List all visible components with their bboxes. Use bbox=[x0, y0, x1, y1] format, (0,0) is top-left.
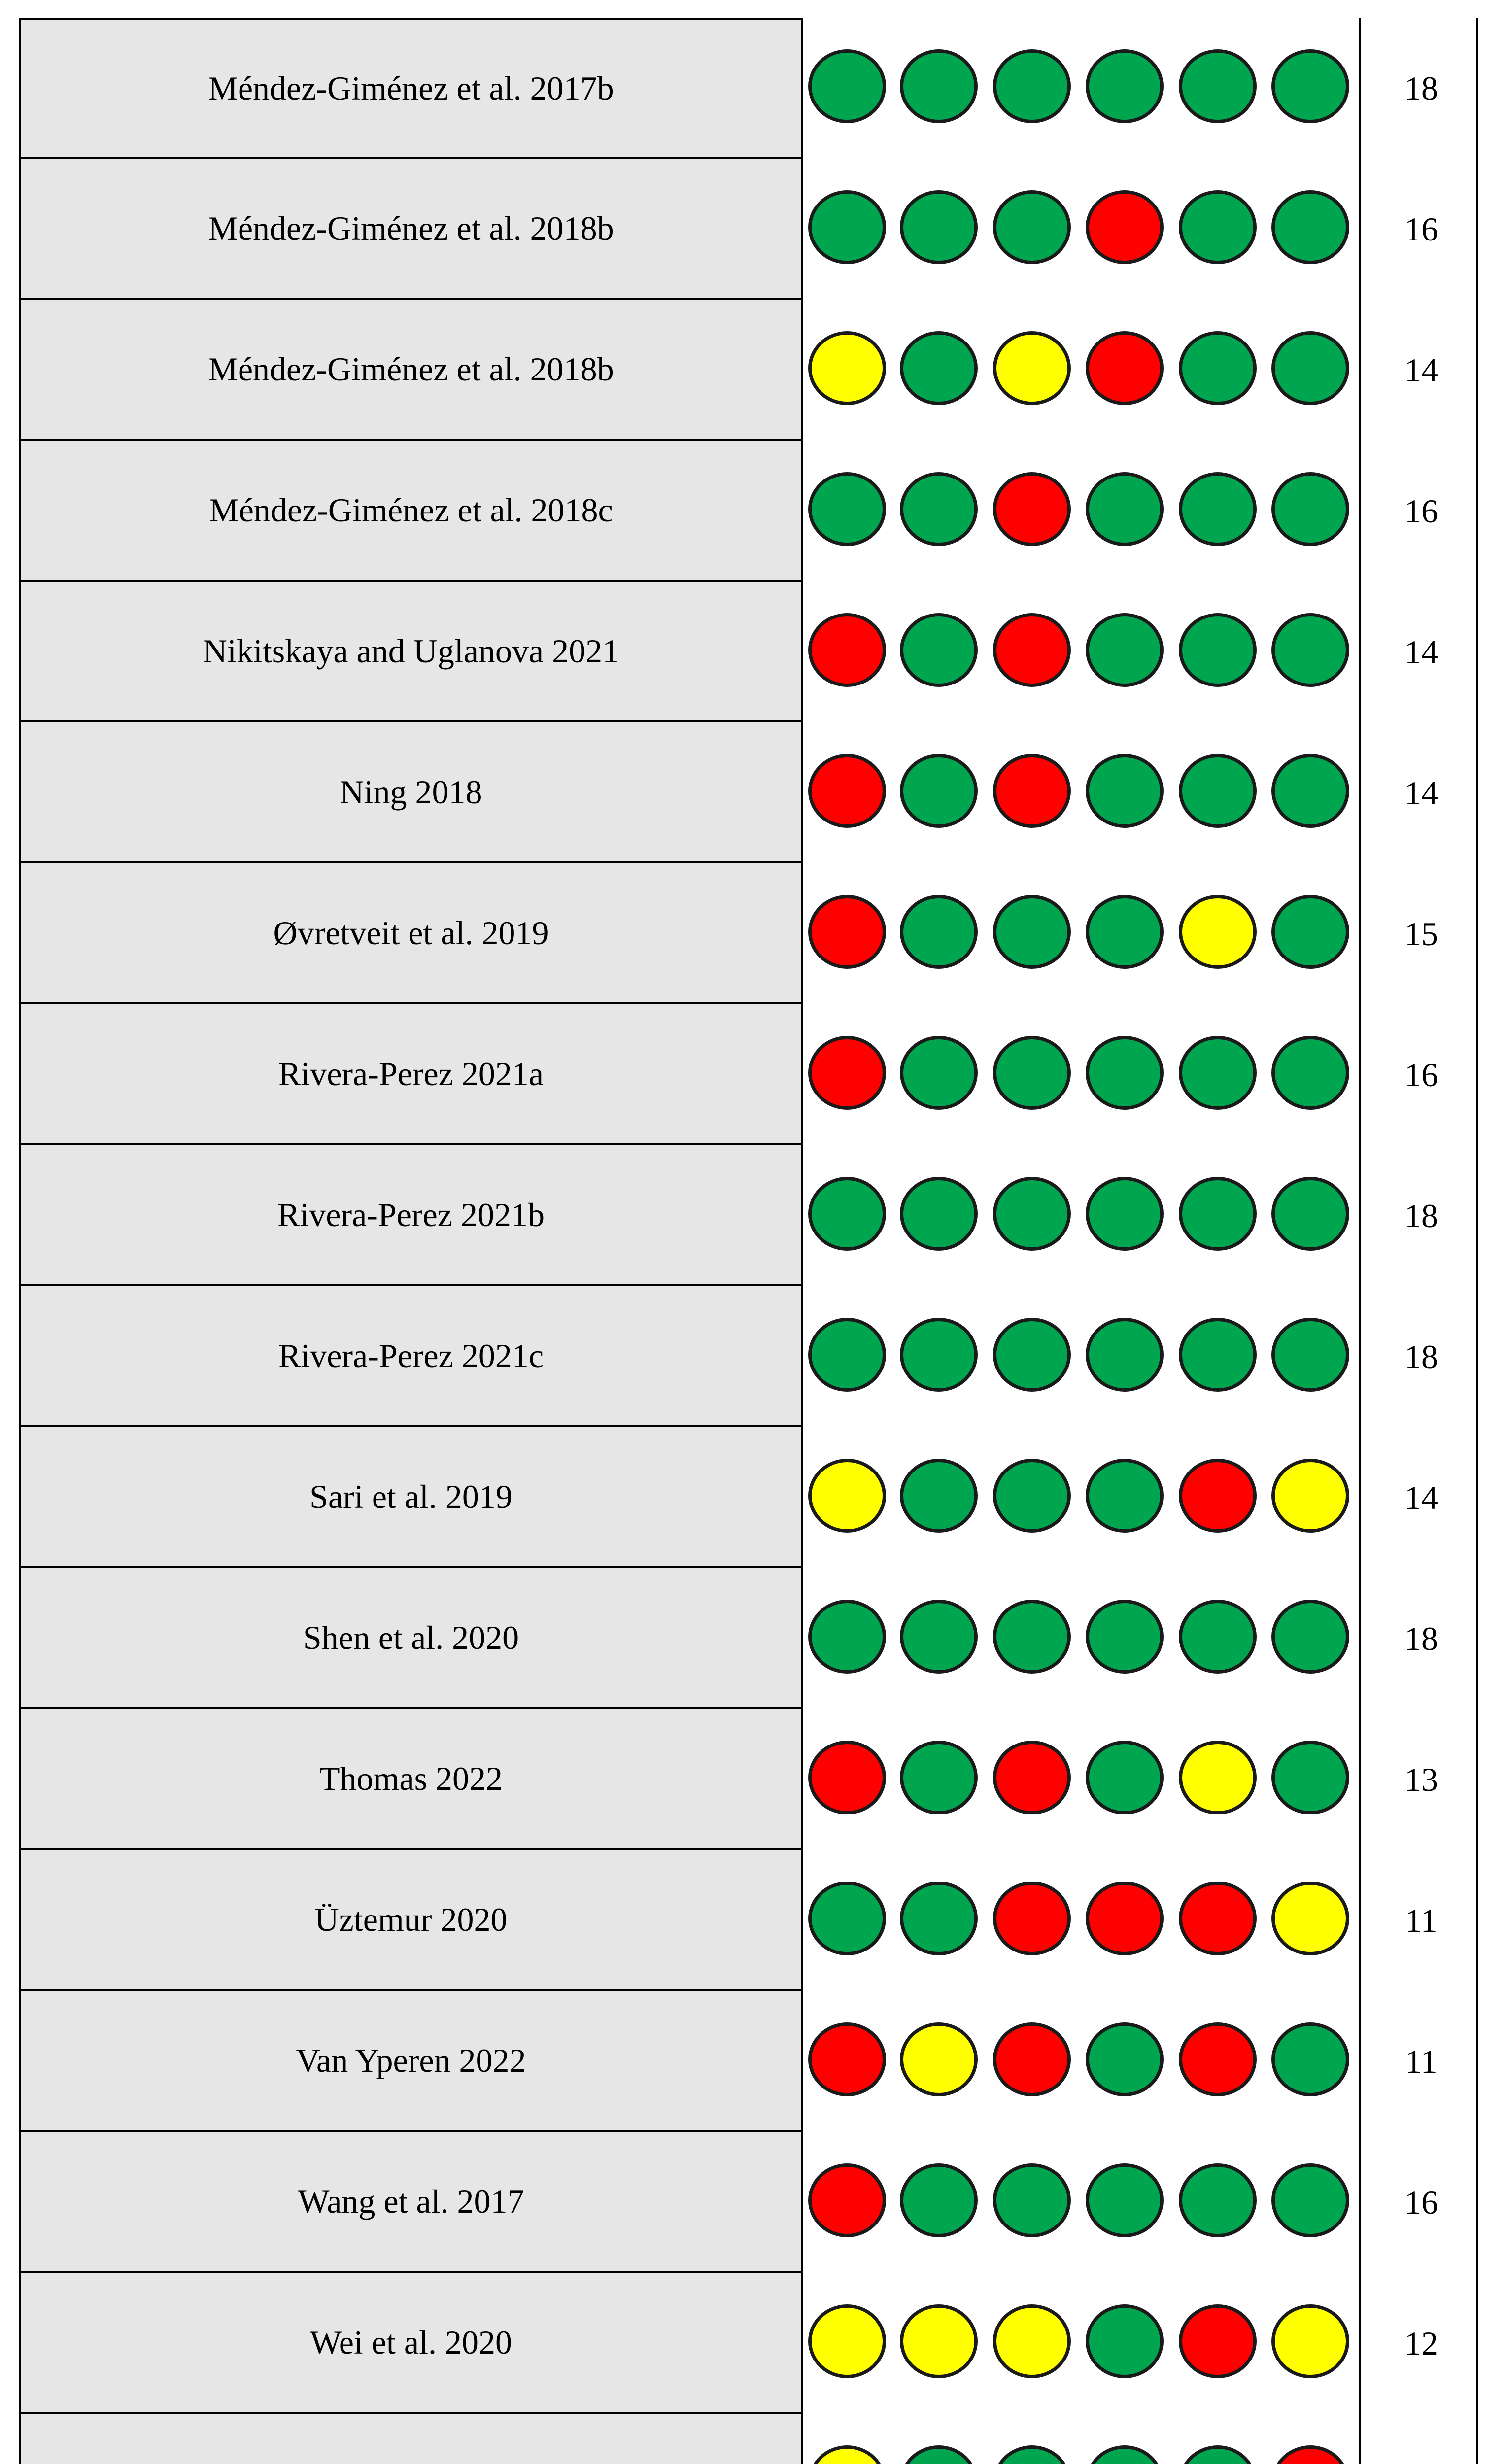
rating-dots bbox=[808, 441, 1355, 582]
table-row bbox=[0, 159, 1506, 300]
score-value: 11 bbox=[1405, 2042, 1438, 2080]
rating-dot-green bbox=[1271, 2022, 1349, 2096]
rating-dot-green bbox=[1271, 1036, 1349, 1110]
rating-dot-green bbox=[993, 1036, 1071, 1110]
table-row bbox=[0, 1850, 1506, 1991]
study-label: Rivera-Perez 2021c bbox=[278, 1336, 544, 1374]
rating-dots bbox=[808, 1991, 1355, 2132]
rating-dots bbox=[808, 863, 1355, 1004]
study-label: Nikitskaya and Uglanova 2021 bbox=[203, 632, 619, 670]
study-label: Méndez-Giménez et al. 2017b bbox=[208, 69, 614, 107]
rating-dots bbox=[808, 582, 1355, 722]
table-row bbox=[0, 1286, 1506, 1427]
rating-dot-green bbox=[900, 1600, 978, 1674]
rating-dot-red bbox=[1271, 2445, 1349, 2464]
rating-dot-yellow bbox=[1179, 1741, 1257, 1814]
rating-dot-green bbox=[1271, 1600, 1349, 1674]
score-value: 16 bbox=[1404, 492, 1438, 530]
rating-dots bbox=[808, 2273, 1355, 2414]
rating-dot-green bbox=[1086, 2445, 1164, 2464]
table-row bbox=[0, 1004, 1506, 1145]
study-name-cell bbox=[19, 863, 803, 1004]
rating-dot-green bbox=[1086, 1600, 1164, 1674]
study-name-cell bbox=[19, 441, 803, 582]
rating-dot-red bbox=[993, 472, 1071, 546]
rating-dot-red bbox=[808, 1036, 886, 1110]
rating-dots bbox=[808, 722, 1355, 863]
study-label: Wang et al. 2017 bbox=[298, 2182, 524, 2220]
rating-dot-red bbox=[808, 2163, 886, 2237]
score-value: 14 bbox=[1404, 1478, 1438, 1516]
rating-dot-green bbox=[1271, 190, 1349, 264]
rating-dot-green bbox=[900, 1036, 978, 1110]
rating-dot-green bbox=[808, 1318, 886, 1392]
study-label: Shen et al. 2020 bbox=[303, 1618, 519, 1656]
score-value: 18 bbox=[1404, 1619, 1438, 1657]
rating-dot-green bbox=[993, 2163, 1071, 2237]
rating-dot-green bbox=[1271, 1318, 1349, 1392]
score-value: 15 bbox=[1404, 915, 1438, 953]
rating-dot-green bbox=[1086, 754, 1164, 828]
rating-dots bbox=[808, 2414, 1355, 2464]
study-label: Sari et al. 2019 bbox=[309, 1477, 513, 1515]
rating-dots bbox=[808, 1427, 1355, 1568]
rating-dot-green bbox=[1271, 1177, 1349, 1251]
rating-dot-green bbox=[1271, 613, 1349, 687]
rating-dot-green bbox=[1179, 190, 1257, 264]
rating-dot-green bbox=[1179, 331, 1257, 405]
score-value: 16 bbox=[1404, 2183, 1438, 2221]
rating-dot-red bbox=[808, 895, 886, 969]
rating-dots bbox=[808, 1709, 1355, 1850]
rating-dot-green bbox=[993, 49, 1071, 123]
rating-dot-red bbox=[1179, 1459, 1257, 1533]
rating-dot-red bbox=[808, 754, 886, 828]
rating-dot-red bbox=[808, 613, 886, 687]
rating-dot-green bbox=[900, 1177, 978, 1251]
study-name-cell bbox=[19, 1286, 803, 1427]
table-row bbox=[0, 18, 1506, 159]
rating-dot-red bbox=[1179, 2022, 1257, 2096]
rating-dot-yellow bbox=[1271, 2304, 1349, 2378]
rating-dot-green bbox=[900, 1318, 978, 1392]
rating-dot-green bbox=[1271, 754, 1349, 828]
table-row bbox=[0, 300, 1506, 441]
rating-dot-green bbox=[1271, 1741, 1349, 1814]
rating-dot-green bbox=[808, 1600, 886, 1674]
table-row bbox=[0, 2414, 1506, 2464]
rating-dot-green bbox=[1086, 1177, 1164, 1251]
study-label: Üztemur 2020 bbox=[314, 1900, 508, 1938]
study-name-cell bbox=[19, 1850, 803, 1991]
rating-dot-green bbox=[1086, 2022, 1164, 2096]
rating-dots bbox=[808, 1004, 1355, 1145]
rating-dot-red bbox=[993, 613, 1071, 687]
score-value: 11 bbox=[1405, 1901, 1438, 1939]
rating-dot-green bbox=[1271, 49, 1349, 123]
rating-dot-green bbox=[900, 895, 978, 969]
rating-dot-green bbox=[1086, 613, 1164, 687]
rating-dot-green bbox=[808, 472, 886, 546]
table-row bbox=[0, 1568, 1506, 1709]
table-row bbox=[0, 582, 1506, 722]
rating-dot-green bbox=[808, 1177, 886, 1251]
rating-dot-green bbox=[1086, 472, 1164, 546]
score-value: 16 bbox=[1404, 210, 1438, 248]
rating-dot-green bbox=[993, 1459, 1071, 1533]
rating-dot-green bbox=[1086, 1459, 1164, 1533]
rating-dot-red bbox=[808, 1741, 886, 1814]
study-name-cell bbox=[19, 300, 803, 441]
study-name-cell bbox=[19, 582, 803, 722]
table-row bbox=[0, 1427, 1506, 1568]
rating-dot-green bbox=[1086, 1741, 1164, 1814]
study-label: Méndez-Giménez et al. 2018c bbox=[209, 491, 613, 529]
score-value: 16 bbox=[1404, 1056, 1438, 1094]
rating-dot-green bbox=[1271, 331, 1349, 405]
study-label: Méndez-Giménez et al. 2018b bbox=[208, 209, 614, 247]
study-label: Rivera-Perez 2021b bbox=[277, 1196, 545, 1233]
table-row bbox=[0, 441, 1506, 582]
score-value: 12 bbox=[1404, 2324, 1438, 2362]
rating-dot-green bbox=[1086, 2304, 1164, 2378]
rating-dot-green bbox=[1086, 1318, 1164, 1392]
rating-dot-green bbox=[808, 49, 886, 123]
score-value: 14 bbox=[1404, 351, 1438, 389]
rating-dot-green bbox=[993, 1177, 1071, 1251]
rating-dot-yellow bbox=[900, 2304, 978, 2378]
rating-dot-red bbox=[1086, 331, 1164, 405]
score-column-left-divider bbox=[1359, 18, 1361, 2464]
rating-dot-red bbox=[1179, 2304, 1257, 2378]
score-value: 18 bbox=[1404, 1337, 1438, 1375]
rating-dot-yellow bbox=[1179, 895, 1257, 969]
rating-dot-green bbox=[1179, 49, 1257, 123]
study-name-cell bbox=[19, 1991, 803, 2132]
rating-dot-yellow bbox=[993, 2304, 1071, 2378]
study-name-cell bbox=[19, 2273, 803, 2414]
rating-dot-red bbox=[993, 1741, 1071, 1814]
study-label: Méndez-Giménez et al. 2018b bbox=[208, 350, 614, 388]
rating-dot-green bbox=[900, 472, 978, 546]
rating-dot-green bbox=[1271, 2163, 1349, 2237]
study-label: Rivera-Perez 2021a bbox=[278, 1055, 544, 1093]
rating-dots bbox=[808, 1568, 1355, 1709]
rating-dot-green bbox=[1179, 1177, 1257, 1251]
study-name-cell bbox=[19, 159, 803, 300]
rating-dot-green bbox=[900, 49, 978, 123]
study-name-cell bbox=[19, 2132, 803, 2273]
table-row bbox=[0, 2273, 1506, 2414]
score-value bbox=[1364, 2414, 1478, 2464]
rating-dots bbox=[808, 18, 1355, 159]
study-label: Thomas 2022 bbox=[319, 1759, 503, 1797]
rating-dot-green bbox=[808, 190, 886, 264]
rating-dot-green bbox=[808, 1882, 886, 1955]
rating-dot-green bbox=[993, 1600, 1071, 1674]
rating-dot-red bbox=[1086, 190, 1164, 264]
score-value: 13 bbox=[1404, 1760, 1438, 1798]
rating-dots bbox=[808, 1286, 1355, 1427]
rating-dot-yellow bbox=[1271, 1882, 1349, 1955]
rating-dot-green bbox=[900, 1882, 978, 1955]
rating-dot-green bbox=[1179, 1318, 1257, 1392]
rating-dot-green bbox=[993, 895, 1071, 969]
rating-dots bbox=[808, 300, 1355, 441]
study-label: Wei et al. 2020 bbox=[310, 2323, 512, 2361]
table-row bbox=[0, 863, 1506, 1004]
study-name-cell bbox=[19, 1568, 803, 1709]
rating-dots bbox=[808, 1145, 1355, 1286]
rating-dot-red bbox=[1179, 1882, 1257, 1955]
rating-dot-yellow bbox=[808, 331, 886, 405]
table-row bbox=[0, 1709, 1506, 1850]
study-label: Øvretveit et al. 2019 bbox=[273, 914, 549, 952]
rating-dot-green bbox=[1086, 49, 1164, 123]
rating-dot-yellow bbox=[900, 2022, 978, 2096]
rating-dot-yellow bbox=[1271, 1459, 1349, 1533]
rating-dot-green bbox=[1271, 472, 1349, 546]
rating-dots bbox=[808, 2132, 1355, 2273]
rating-dot-green bbox=[1179, 472, 1257, 546]
rating-dot-yellow bbox=[808, 2445, 886, 2464]
rating-dot-red bbox=[993, 1882, 1071, 1955]
rating-dot-green bbox=[1271, 895, 1349, 969]
rating-dots bbox=[808, 159, 1355, 300]
rating-dot-green bbox=[1086, 895, 1164, 969]
study-name-cell bbox=[19, 722, 803, 863]
rating-dot-red bbox=[993, 754, 1071, 828]
study-name-cell bbox=[19, 1709, 803, 1850]
score-column-right-divider bbox=[1476, 18, 1478, 2464]
rating-dot-green bbox=[993, 2445, 1071, 2464]
rating-dot-green bbox=[1179, 613, 1257, 687]
rating-dot-green bbox=[900, 613, 978, 687]
study-name-cell bbox=[19, 1145, 803, 1286]
table-row bbox=[0, 2132, 1506, 2273]
rating-dot-yellow bbox=[808, 1459, 886, 1533]
rating-dot-green bbox=[1086, 2163, 1164, 2237]
rating-dot-green bbox=[900, 331, 978, 405]
rating-dot-green bbox=[1086, 1036, 1164, 1110]
rating-dot-green bbox=[1179, 2163, 1257, 2237]
study-name-cell bbox=[19, 1004, 803, 1145]
rating-dot-red bbox=[993, 2022, 1071, 2096]
rating-dot-red bbox=[808, 2022, 886, 2096]
rating-dot-green bbox=[900, 1741, 978, 1814]
study-name-cell bbox=[19, 2414, 803, 2464]
score-value: 18 bbox=[1404, 69, 1438, 107]
rating-dot-green bbox=[900, 190, 978, 264]
rating-dot-green bbox=[900, 754, 978, 828]
rating-dot-green bbox=[993, 1318, 1071, 1392]
score-value: 18 bbox=[1404, 1197, 1438, 1234]
score-value: 14 bbox=[1404, 774, 1438, 812]
rating-dot-green bbox=[900, 2163, 978, 2237]
score-value: 14 bbox=[1404, 633, 1438, 671]
rating-dot-green bbox=[1179, 2445, 1257, 2464]
rating-dot-green bbox=[993, 190, 1071, 264]
rating-dot-green bbox=[900, 1459, 978, 1533]
study-label: Ning 2018 bbox=[340, 773, 482, 811]
rating-dot-green bbox=[900, 2445, 978, 2464]
rating-dot-green bbox=[1179, 1036, 1257, 1110]
study-name-cell bbox=[19, 18, 803, 159]
table-row bbox=[0, 1991, 1506, 2132]
rating-dots bbox=[808, 1850, 1355, 1991]
table-row bbox=[0, 722, 1506, 863]
study-label: Van Yperen 2022 bbox=[296, 2041, 526, 2079]
rating-dot-yellow bbox=[808, 2304, 886, 2378]
rating-dot-red bbox=[1086, 1882, 1164, 1955]
table-row bbox=[0, 1145, 1506, 1286]
rating-dot-yellow bbox=[993, 331, 1071, 405]
rating-dot-green bbox=[1179, 754, 1257, 828]
rating-dot-green bbox=[1179, 1600, 1257, 1674]
study-name-cell bbox=[19, 1427, 803, 1568]
